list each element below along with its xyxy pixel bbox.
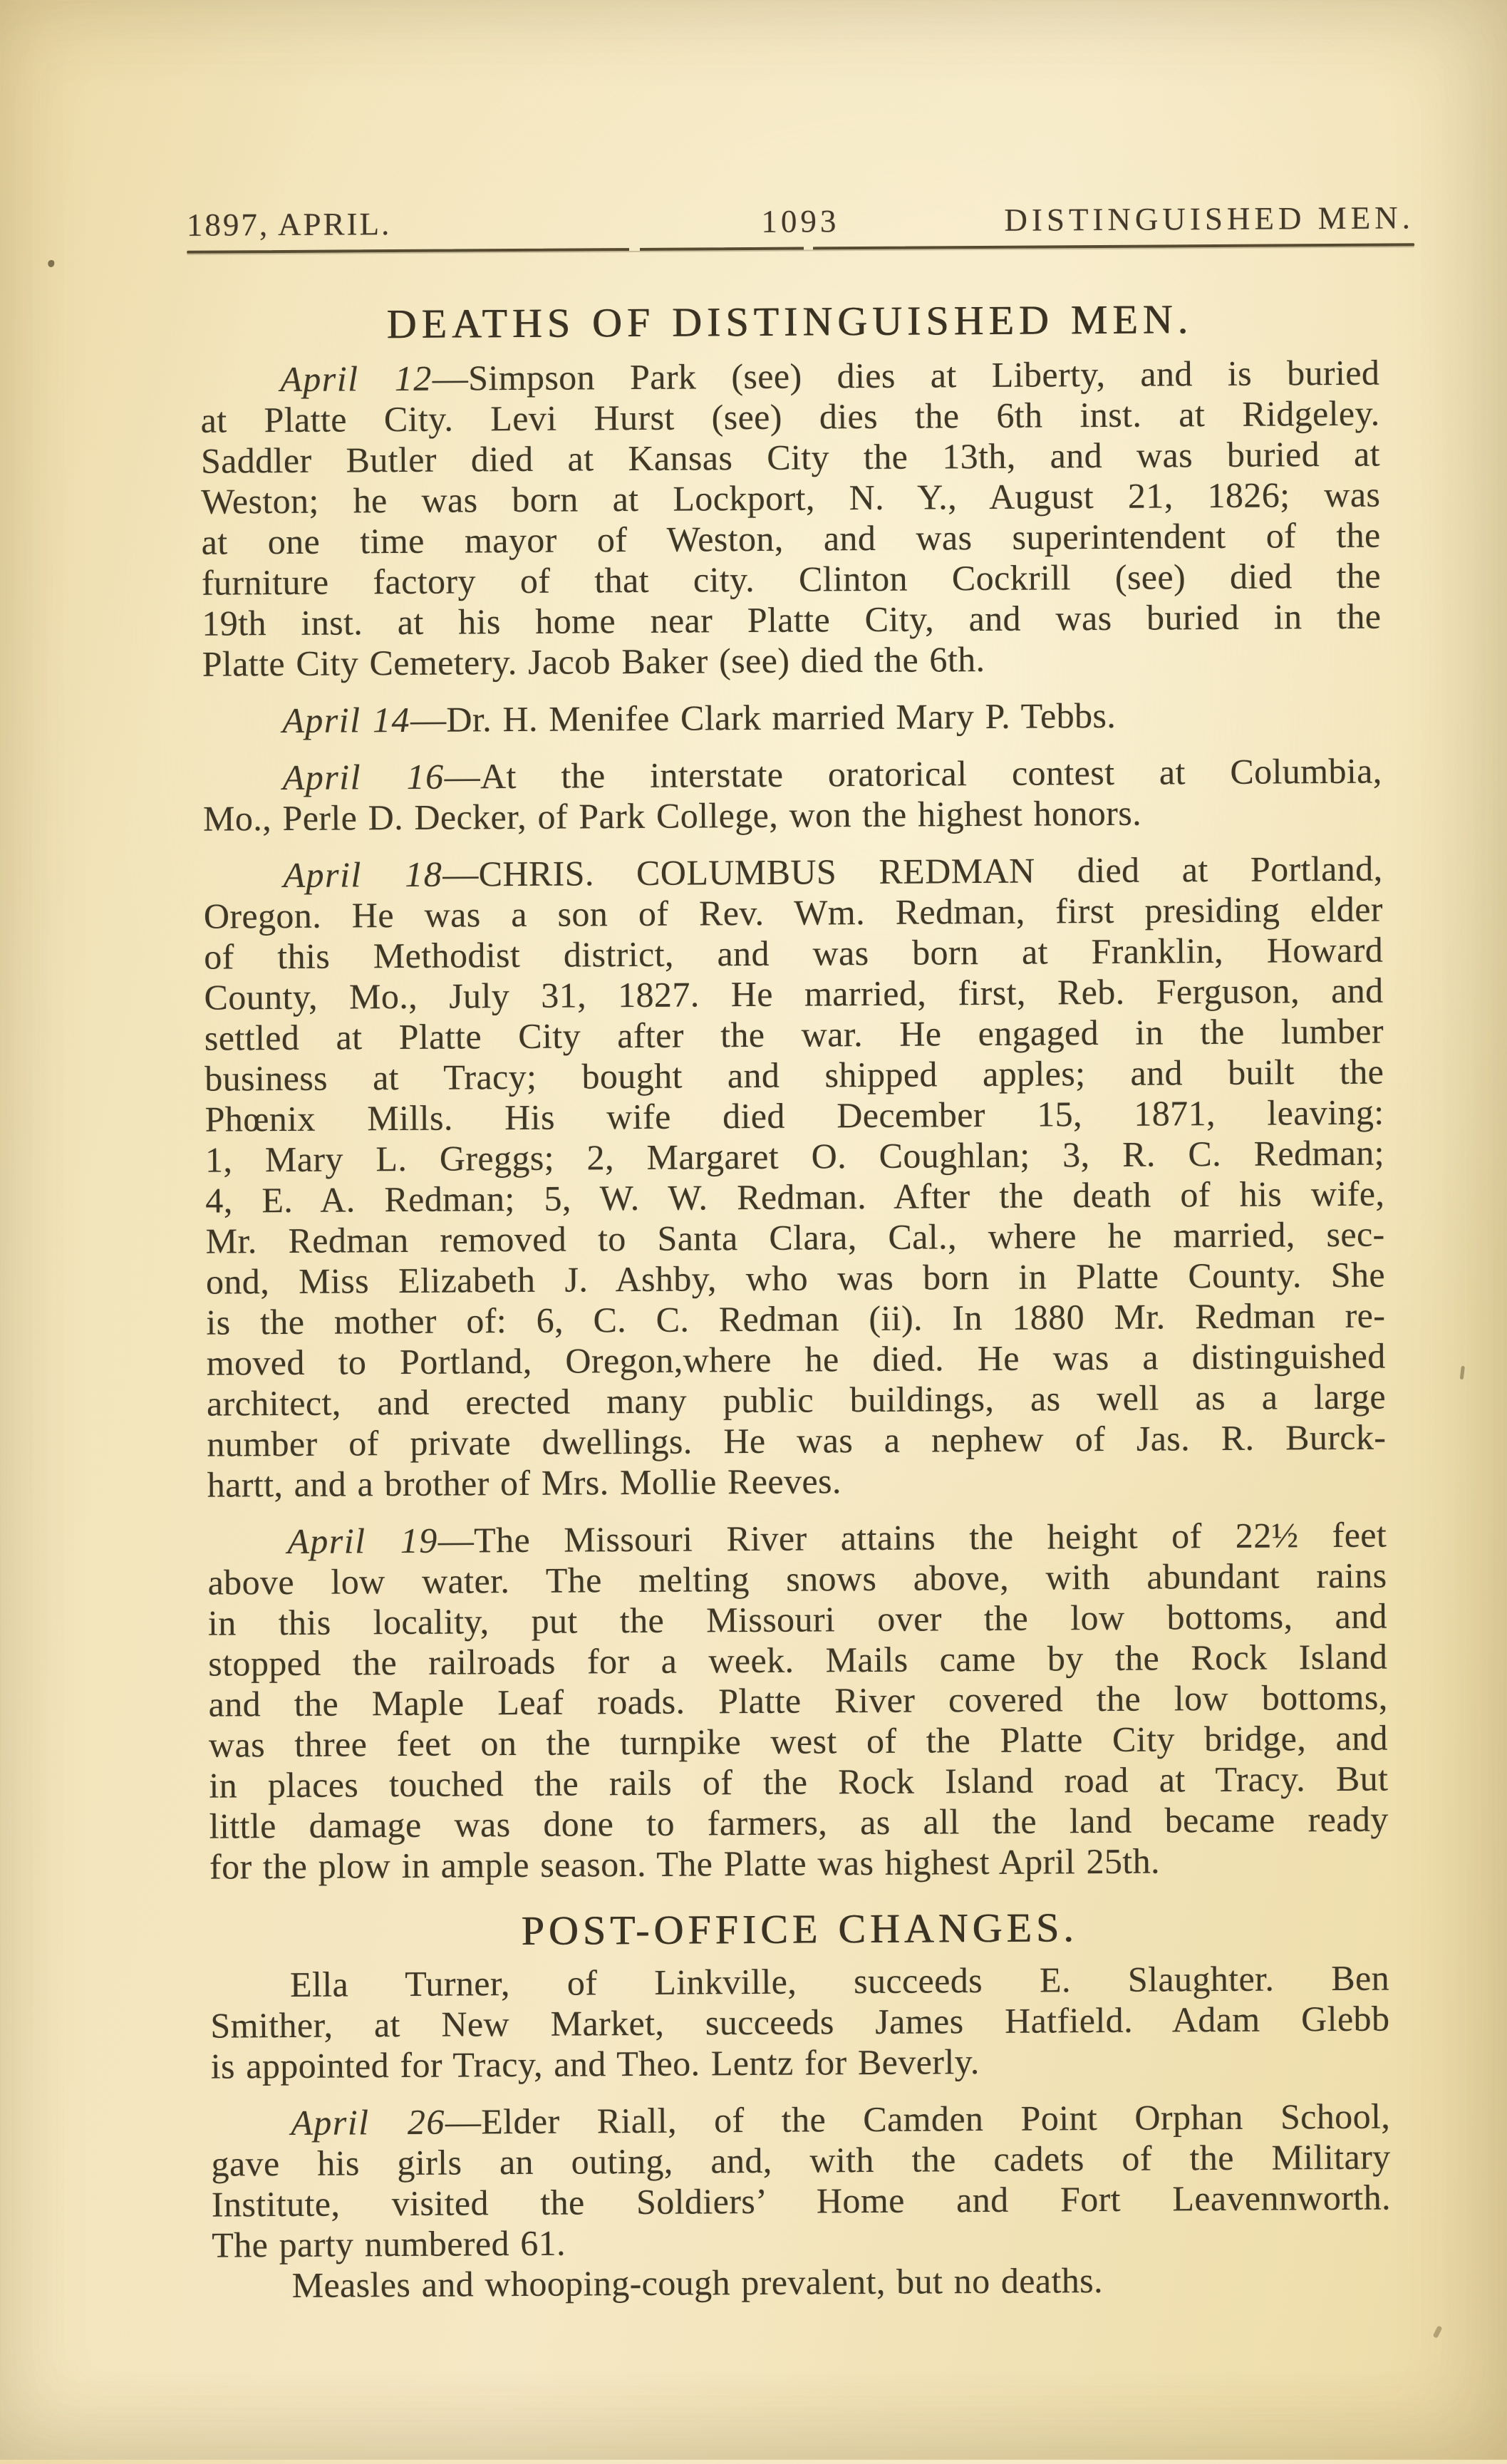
text-line: Platte City Cemetery. Jacob Baker (see) died the 6th. [202,638,985,684]
text-line: number of private dwellings. He was a nephew of Jas. R. Burck- [207,1417,1387,1464]
text-line: of this Methodist district, and was born at Franklin, Howard [204,929,1384,977]
running-head-date: 1897, APRIL. [186,206,392,243]
ink-tick-right-margin [1460,1366,1465,1379]
text-line: April 19—The Missouri River attains the height of 22½ feet [287,1514,1387,1561]
text-line: Ella Turner, of Linkville, succeeds E. Slaughter. Ben [289,1957,1390,2004]
text-line: County, Mo., July 31, 1827. He married, first, Reb. Ferguson, and [204,970,1384,1018]
text-line: hartt, and a brother of Mrs. Mollie Reeves. [207,1461,841,1505]
text-line: 1, Mary L. Greggs; 2, Margaret O. Coughlan; 3, R. C. Redman; [204,1132,1385,1180]
text-line: April 26—Elder Riall, of the Camden Point Orphan School, [291,2096,1391,2143]
text-line: above low water. The melting snows above, with abundant rains [207,1555,1387,1603]
section-title-deaths: DEATHS OF DISTINGUISHED MEN. [386,296,1193,348]
paragraph [207,1515,1389,1888]
text-line: gave his girls an outing, and, with the cadets of the Military [211,2136,1391,2184]
text-line: April 16—At the interstate oratorical contest at Columbia, [282,750,1382,798]
section-title-post-office: POST-OFFICE CHANGES. [521,1904,1078,1954]
paragraph [210,1958,1390,2087]
paragraph [203,751,1383,839]
text-line: at Platte City. Levi Hurst (see) dies the 6th inst. at Ridgeley. [200,393,1380,440]
date-lead: April 19 [287,1520,438,1561]
date-lead: April 16 [282,756,445,798]
text-line: business at Tracy; bought and shipped apples; and built the [204,1051,1384,1099]
text-line: April 18—CHRIS. COLUMBUS REDMAN died at Portland, [283,848,1383,896]
text-line: is the mother of: 6, C. C. Redman (ii). In 1880 Mr. Redman re- [206,1295,1386,1342]
text-line: settled at Platte City after the war. He engaged in the lumber [204,1010,1384,1058]
running-head [187,200,1414,244]
date-lead: April 14 [282,699,411,741]
text-line: Phœnix Mills. His wife died December 15, 1871, leaving: [204,1092,1384,1139]
ink-speck-left-margin [48,260,54,267]
date-lead: April 18 [283,854,443,896]
paragraph [200,353,1382,685]
paragraph [203,849,1387,1506]
date-lead: April 26 [291,2101,446,2143]
text-line: The party numbered 61. [212,2222,566,2265]
page-number: 1093 [761,203,840,239]
page-body [200,291,1392,2307]
text-line: April 12—Simpson Park (see) dies at Liberty, and is buried [280,352,1380,400]
header-rule [187,243,1414,254]
date-lead: April 12 [280,358,433,400]
text-line: is appointed for Tracy, and Theo. Lentz for Beverly. [210,2041,980,2086]
text-line: for the plow in ample season. The Platte was highest April 25th. [209,1841,1161,1887]
text-line: little damage was done to farmers, as all the land became ready [209,1798,1389,1846]
text-line: Mo., Perle D. Decker, of Park College, won the highest honors. [202,792,1142,839]
text-line: Weston; he was born at Lockport, N. Y., August 21, 1826; was [201,474,1381,522]
text-line: Measles and whooping-cough prevalent, but no deaths. [291,2260,1104,2305]
section-post-office-changes [210,1958,1392,2307]
running-head-title: DISTINGUISHED MEN. [1004,200,1415,238]
ink-mark-bottom-right [1433,2325,1443,2338]
section-deaths-of-distinguished-men [200,353,1389,1888]
text-line: Institute, visited the Soldiers’ Home and Fort Leavennworth. [211,2177,1392,2225]
text-line: Saddler Butler died at Kansas City the 13th, and was buried at [200,433,1381,481]
text-line: stopped the railroads for a week. Mails came by the Rock Island [208,1636,1388,1684]
paragraph [212,2259,1391,2307]
text-line: Oregon. He was a son of Rev. Wm. Redman, first presiding elder [203,889,1384,936]
paragraph [211,2096,1391,2266]
text-line: Mr. Redman removed to Santa Clara, Cal., where he married, sec- [205,1213,1385,1261]
text-line: at one time mayor of Weston, and was superintendent of the [201,514,1381,562]
text-line: was three feet on the turnpike west of the Platte City bridge, and [208,1717,1389,1765]
text-line: in this locality, put the Missouri over the low bottoms, and [207,1595,1388,1643]
paragraph [202,694,1382,742]
text-line: 4, E. A. Redman; 5, W. W. Redman. After the death of his wife, [205,1173,1385,1221]
text-line: April 14—Dr. H. Menifee Clark married Mary P. Tebbs. [282,695,1117,741]
text-line: moved to Portland, Oregon,where he died. He was a distinguished [206,1335,1386,1383]
text-line: and the Maple Leaf roads. Platte River covered the low bottoms, [208,1677,1388,1724]
text-line: in places touched the rails of the Rock Island road at Tracy. But [209,1758,1389,1806]
text-line: ond, Miss Elizabeth J. Ashby, who was born in Platte County. She [205,1254,1386,1302]
text-line: furniture factory of that city. Clinton Cockrill (see) died the [201,555,1382,603]
text-line: 19th inst. at his home near Platte City, and was buried in the [202,596,1382,643]
text-line: Smither, at New Market, succeeds James Hatfield. Adam Glebb [210,1998,1390,2046]
text-line: architect, and erected many public buildings, as well as a large [206,1376,1387,1424]
